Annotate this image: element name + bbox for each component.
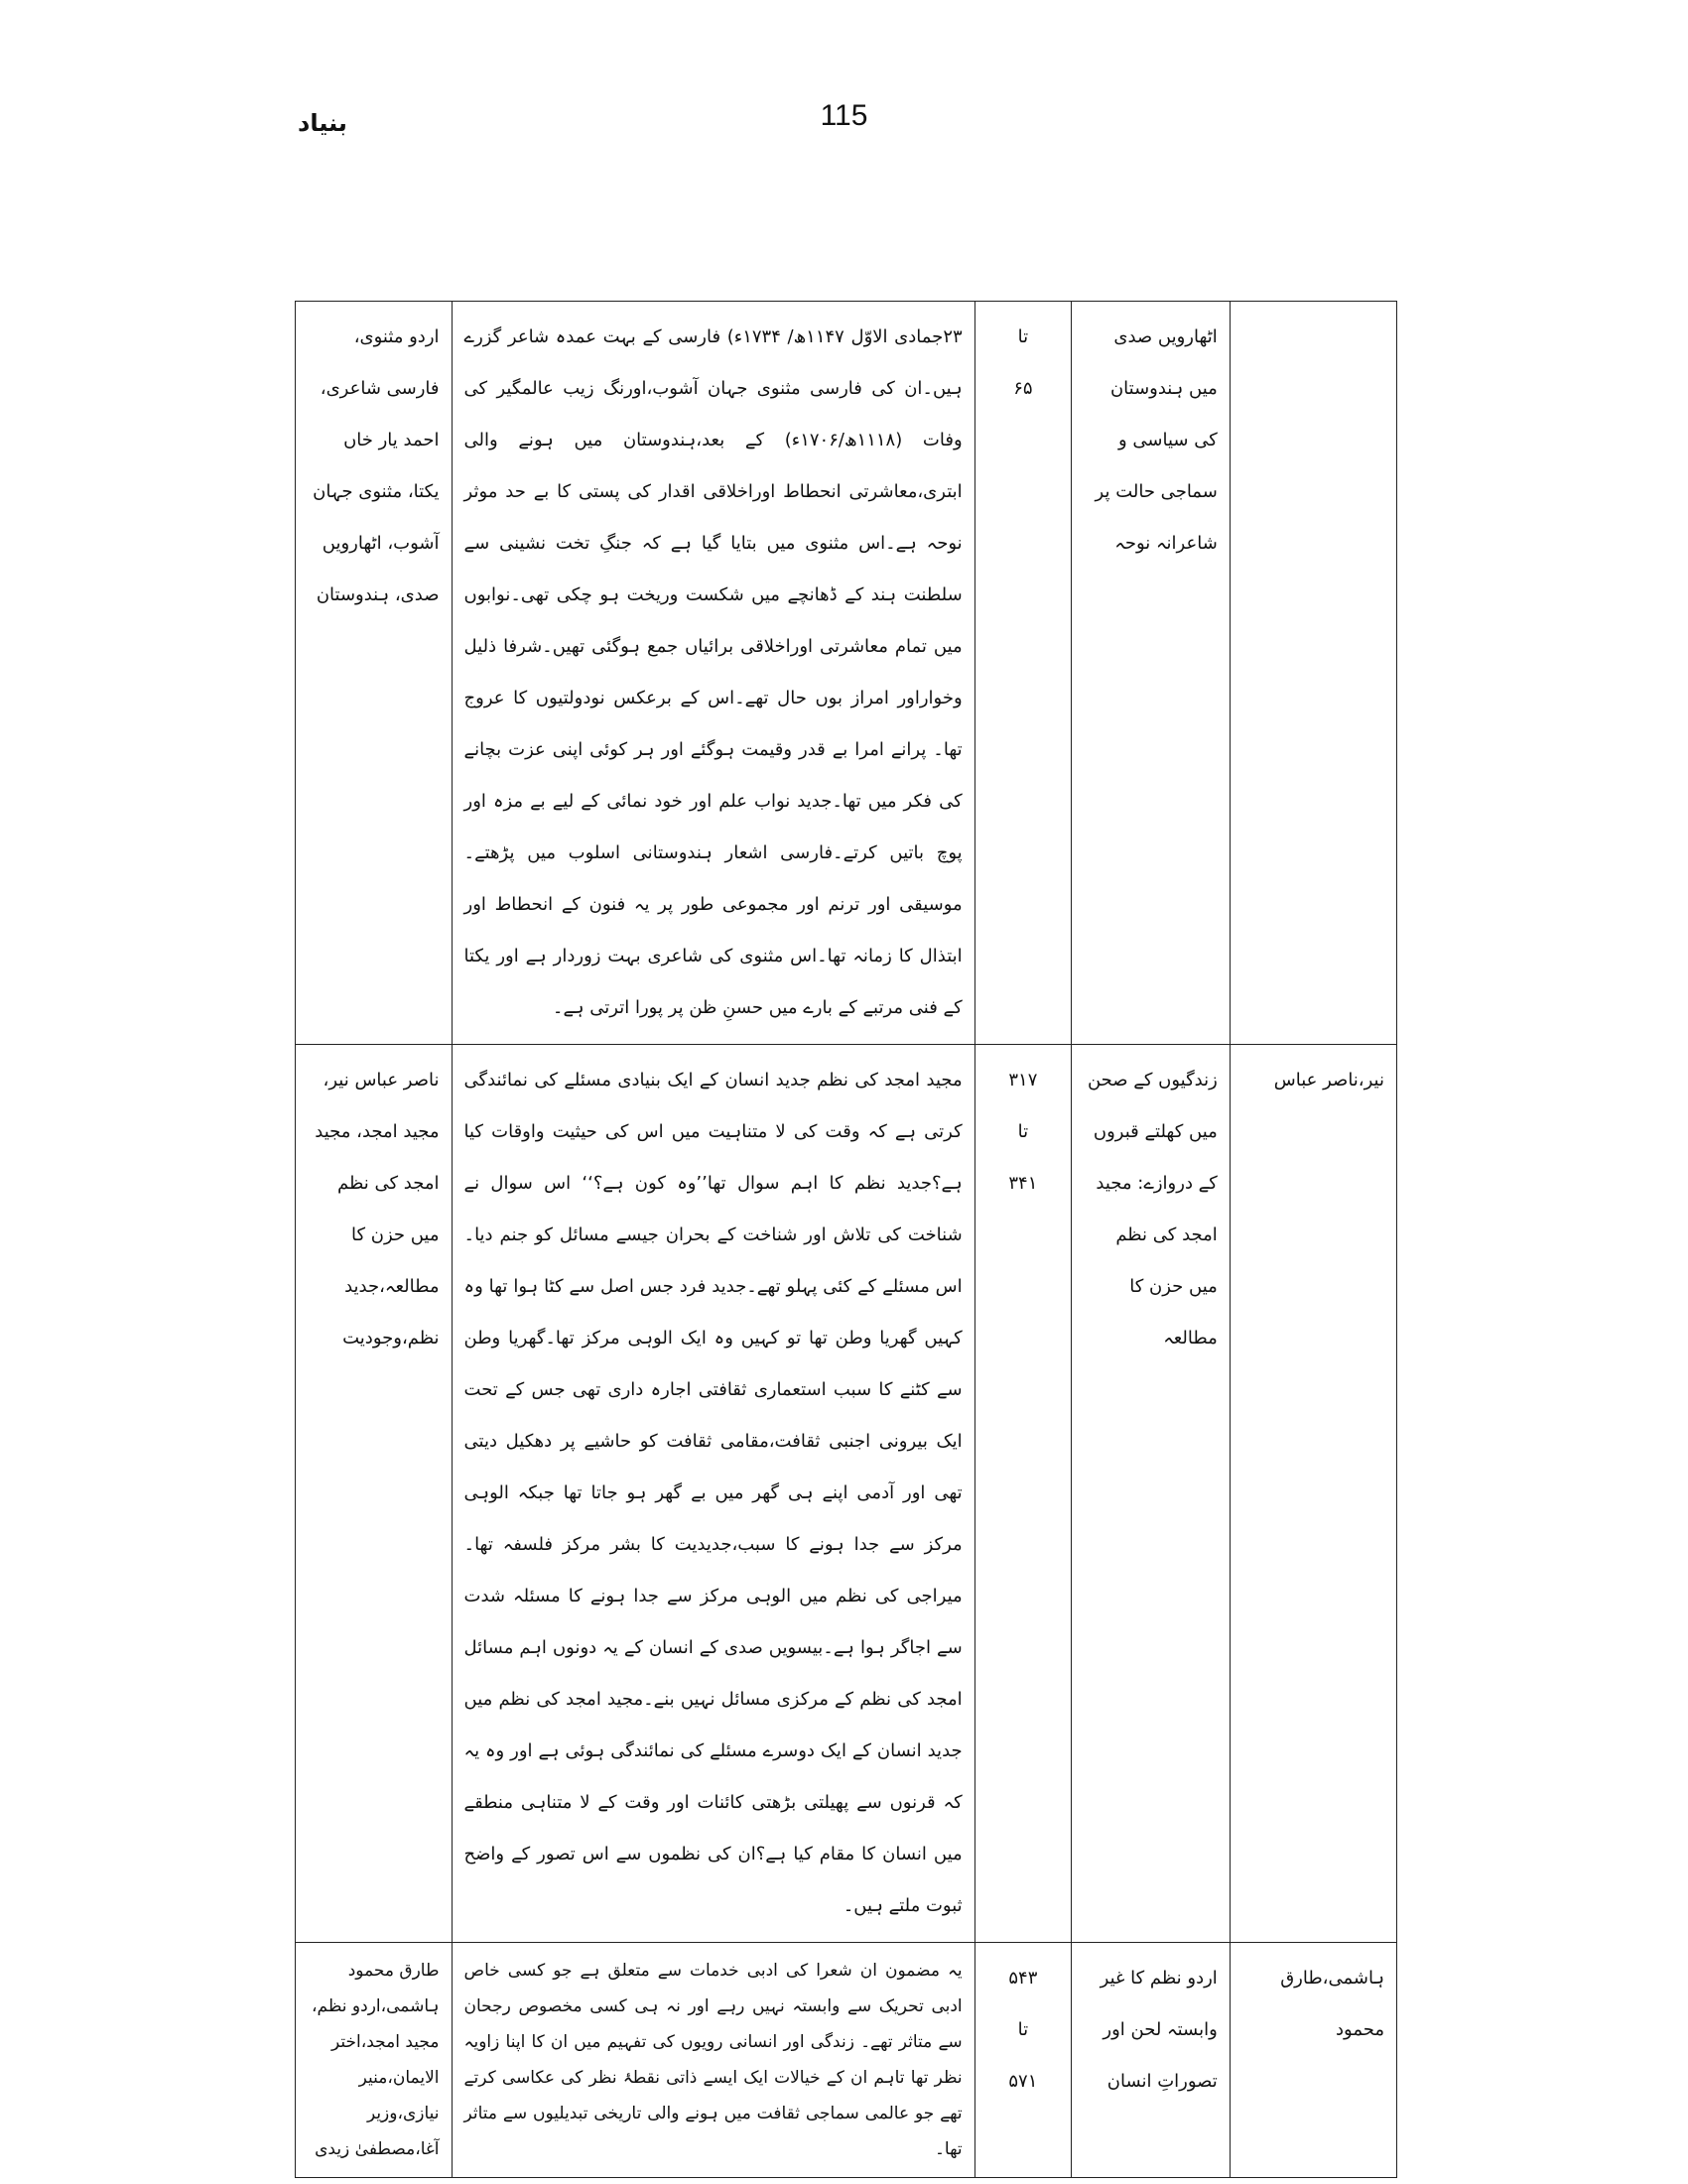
pages-cell — [974, 1943, 1072, 2178]
pages-separator: تا — [1017, 326, 1029, 347]
entries-table — [295, 301, 1397, 2178]
table-row — [296, 302, 1397, 1045]
title-cell: اردو نظم کا غیر وابستہ لحن اور تصوراتِ انسان — [1072, 1943, 1231, 2178]
author-cell — [1230, 302, 1396, 1045]
keywords-cell: اردو مثنوی، فارسی شاعری، احمد یار خاں یکتا، مثنوی جہان آشوب، اٹھارویں صدی، ہندوستان — [296, 302, 453, 1045]
keywords-cell: طارق محمود ہاشمی،اردو نظم، مجید امجد،اختر الایمان،منیر نیازی،وزیر آغا،مصطفیٰ زیدی — [296, 1943, 453, 2178]
pages-from: ۳۱۷ — [1008, 1070, 1038, 1091]
author-cell: ہاشمی،طارق محمود — [1230, 1943, 1396, 2178]
title-cell: اٹھارویں صدی میں ہندوستان کی سیاسی و سماجی حالت پر شاعرانہ نوحہ — [1072, 302, 1231, 1045]
abstract-cell: ۲۳جمادی الاوّل ۱۱۴۷ھ/ ۱۷۳۴ء) فارسی کے بہت عمدہ شاعر گزرے ہیں۔ان کی فارسی مثنوی جہان آشوب،اورنگ زیب عالمگیر کی وفات (۱۱۱۸ھ/۱۷۰۶ء) کے بعد،ہندوستان میں ہونے والی ابتری،معاشرتی انحطاط اوراخلاقی اقدار کی پستی کا بے حد موثر نوحہ ہے۔اس مثنوی میں بتایا گیا ہے کہ جنگِ تخت نشینی سے سلطنت ہند کے ڈھانچے میں شکست وریخت ہو چکی تھی۔نوابوں میں تمام معاشرتی اوراخلاقی برائیاں جمع ہوگئی تھیں۔شرفا ذلیل وخواراور امراز بوں حال تھے۔اس کے برعکس نودولتیوں کا عروج تھا۔ پرانے امرا بے قدر وقیمت ہوگئے اور ہر کوئی اپنی عزت بچانے کی فکر میں تھا۔جدید نواب علم اور خود نمائی کے لیے بے مزہ اور پوچ باتیں کرتے۔فارسی اشعار ہندوستانی اسلوب میں پڑھتے۔موسیقی اور ترنم اور مجموعی طور پر یہ فنون کے انحطاط اور ابتذال کا زمانہ تھا۔اس مثنوی کی شاعری بہت زوردار ہے اور یکتا کے فنی مرتبے کے بارے میں حسنِ ظن پر پورا اترتی ہے۔ — [452, 302, 974, 1045]
table-row — [296, 1943, 1397, 2178]
keywords-cell: ناصر عباس نیر، مجید امجد، مجید امجد کی نظم میں حزن کا مطالعہ،جدید نظم،وجودیت — [296, 1045, 453, 1943]
title-cell: زندگیوں کے صحن میں کھلتے قبروں کے دروازے: مجید امجد کی نظم میں حزن کا مطالعہ — [1072, 1045, 1231, 1943]
pages-separator: تا — [1017, 1121, 1029, 1142]
pages-to: ۶۵ — [1013, 378, 1033, 399]
pages-from: ۵۴۳ — [1008, 1968, 1038, 1989]
page-number: 115 — [820, 99, 868, 132]
pages-separator: تا — [1017, 2019, 1029, 2040]
pages-to: ۳۴۱ — [1008, 1173, 1038, 1194]
pages-to: ۵۷۱ — [1008, 2071, 1038, 2092]
table-row — [296, 1045, 1397, 1943]
abstract-cell: یہ مضمون ان شعرا کی ادبی خدمات سے متعلق ہے جو کسی خاص ادبی تحریک سے وابستہ نہیں رہے اور نہ ہی کسی مخصوص رجحان سے متاثر تھے۔ زندگی اور انسانی رویوں کی تفہیم میں ان کا اپنا زاویہ نظر تھا تاہم ان کے خیالات ایک ایسے ذاتی نقطۂ نظر کی عکاسی کرتے تھے جو عالمی سماجی ثقافت میں ہونے والی تاریخی تبدیلیوں سے متاثر تھا۔ — [452, 1943, 974, 2178]
abstract-cell: مجید امجد کی نظم جدید انسان کے ایک بنیادی مسئلے کی نمائندگی کرتی ہے کہ وقت کی لا متناہیت میں اس کی حیثیت واوقات کیا ہے؟جدید نظم کا اہم سوال تھا’’وہ کون ہے؟‘‘ اس سوال نے شناخت کی تلاش اور شناخت کے بحران جیسے مسائل کو جنم دیا۔اس مسئلے کے کئی پہلو تھے۔جدید فرد جس اصل سے کٹا ہوا تھا وہ کہیں گھریا وطن تھا تو کہیں وہ ایک الوہی مرکز تھا۔گھریا وطن سے کٹنے کا سبب استعماری ثقافتی اجارہ داری تھی جس کے تحت ایک بیرونی اجنبی ثقافت،مقامی ثقافت کو حاشیے پر دھکیل دیتی تھی اور آدمی اپنے ہی گھر میں بے گھر ہو جاتا تھا جبکہ الوہی مرکز سے جدا ہونے کا سبب،جدیدیت کا بشر مرکز فلسفہ تھا۔میراجی کی نظم میں الوہی مرکز سے جدا ہونے کا مسئلہ شدت سے اجاگر ہوا ہے۔بیسویں صدی کے انسان کے یہ دونوں اہم مسائل امجد کی نظم کے مرکزی مسائل نہیں بنے۔مجید امجد کی نظم میں جدید انسان کے ایک دوسرے مسئلے کی نمائندگی ہوئی ہے اور وہ یہ کہ قرنوں سے پھیلتی بڑھتی کائنات اور وقت کے لا متناہی منطقے میں انسان کا مقام کیا ہے؟ان کی نظموں سے اس تصور کے واضح ثبوت ملتے ہیں۔ — [452, 1045, 974, 1943]
author-cell: نیر،ناصر عباس — [1230, 1045, 1396, 1943]
pages-cell — [974, 302, 1072, 1045]
pages-cell — [974, 1045, 1072, 1943]
journal-name: بنیاد — [298, 109, 347, 137]
